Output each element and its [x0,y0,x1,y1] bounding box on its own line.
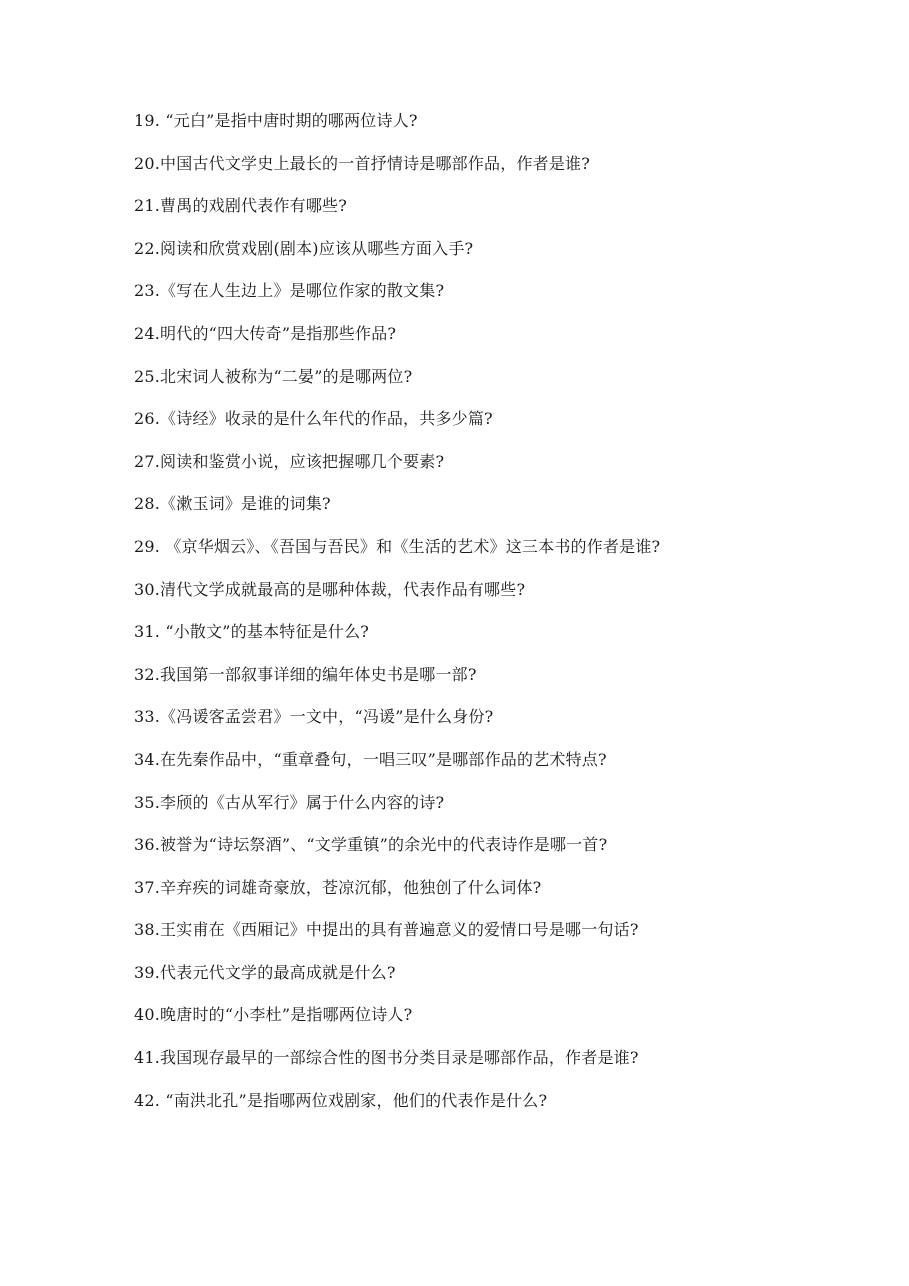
question-item: 26.《诗经》收录的是什么年代的作品，共多少篇? [134,409,493,429]
question-item: 27.阅读和鉴赏小说，应该把握哪几个要素? [134,451,445,471]
question-item: 28.《漱玉词》是谁的词集? [134,494,331,514]
question-item: 23.《写在人生边上》是哪位作家的散文集? [134,281,445,301]
question-item: 29. 《京华烟云》、《吾国与吾民》和《生活的艺术》这三本书的作者是谁? [134,536,661,556]
question-item: 22.阅读和欣赏戏剧(剧本)应该从哪些方面入手? [134,238,474,258]
question-item: 36.被誉为“诗坛祭酒”、“文学重镇”的余光中的代表诗作是哪一首? [134,835,608,855]
question-item: 25.北宋词人被称为“二晏”的是哪两位? [134,366,413,386]
question-item: 30.清代文学成就最高的是哪种体裁，代表作品有哪些? [134,579,526,599]
question-item: 37.辛弃疾的词雄奇豪放，苍凉沉郁，他独创了什么词体? [134,877,542,897]
question-item: 38.王实甫在《西厢记》中提出的具有普遍意义的爱情口号是哪一句话? [134,920,639,940]
question-list [134,107,834,1129]
question-item: 20.中国古代文学史上最长的一首抒情诗是哪部作品，作者是谁? [134,153,591,173]
question-item: 19. “元白”是指中唐时期的哪两位诗人? [134,111,418,130]
question-item: 24.明代的“四大传奇”是指那些作品? [134,323,397,343]
question-item: 31. “小散文”的基本特征是什么? [134,622,370,642]
question-item: 41.我国现存最早的一部综合性的图书分类目录是哪部作品，作者是谁? [134,1048,639,1068]
question-item: 40.晚唐时的“小李杜”是指哪两位诗人? [134,1005,413,1025]
question-item: 39.代表元代文学的最高成就是什么? [134,962,396,982]
question-item: 35.李颀的《古从军行》属于什么内容的诗? [134,792,445,812]
question-item: 34.在先秦作品中，“重章叠句，一唱三叹”是哪部作品的艺术特点? [134,749,607,769]
question-item: 33.《冯谖客孟尝君》一文中，“冯谖”是什么身份? [134,707,494,727]
question-item: 42. “南洪北孔”是指哪两位戏剧家，他们的代表作是什么? [134,1090,548,1110]
question-item: 32.我国第一部叙事详细的编年体史书是哪一部? [134,664,477,684]
question-item: 21.曹禺的戏剧代表作有哪些? [134,196,348,216]
